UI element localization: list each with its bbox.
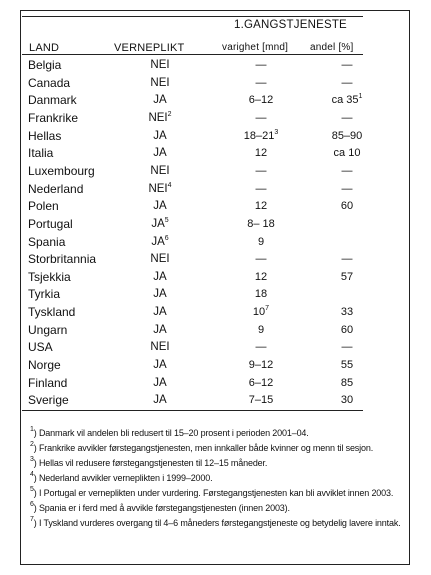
cell-verneplikt-value: JA xyxy=(153,306,167,319)
footnote-text: ) Hellas vil redusere førstegangstjenesten til 12–15 måneder. xyxy=(33,458,268,468)
cell-land xyxy=(28,285,60,303)
table-row xyxy=(22,233,363,251)
cell-land xyxy=(28,127,61,145)
cell-andel-value: ca 10 xyxy=(333,147,361,160)
cell-verneplikt xyxy=(122,144,198,162)
cell-land xyxy=(28,144,53,162)
table-row xyxy=(22,162,363,180)
cell-varighet-value: 10 xyxy=(252,306,266,319)
cell-andel-value: — xyxy=(341,59,353,71)
cell-varighet-value: — xyxy=(255,164,267,177)
cell-varighet-value: — xyxy=(255,111,267,124)
table-row xyxy=(22,391,363,409)
table-row xyxy=(22,338,363,356)
cell-varighet xyxy=(212,303,310,321)
cell-verneplikt-value: NEI xyxy=(150,59,170,71)
cell-varighet-value: 7–15 xyxy=(248,394,274,407)
cell-land xyxy=(28,180,83,198)
cell-andel xyxy=(315,338,379,356)
cell-land xyxy=(28,91,77,109)
cell-verneplikt xyxy=(122,197,198,215)
cell-verneplikt-value: JA xyxy=(151,235,165,248)
table-row xyxy=(22,268,363,286)
cell-varighet xyxy=(212,250,310,268)
footnote-ref: 1 xyxy=(358,93,363,101)
cell-andel xyxy=(315,268,379,286)
footnote-text: ) Spania er i ferd med å avvikle førstegangstjenesten (innen 2003). xyxy=(33,503,290,513)
footnote-number: 5 xyxy=(30,486,34,493)
cell-land-value: Belgia xyxy=(28,58,62,72)
table-row xyxy=(22,91,363,109)
table-row xyxy=(22,144,363,162)
table-row xyxy=(22,250,363,268)
cell-varighet-value: 12 xyxy=(254,270,268,283)
cell-varighet xyxy=(212,162,310,180)
header-varighet: varighet [mnd] xyxy=(222,42,289,53)
cell-andel-value: 85–90 xyxy=(331,129,363,142)
cell-verneplikt xyxy=(122,56,198,74)
cell-verneplikt xyxy=(122,391,198,409)
cell-verneplikt xyxy=(122,74,198,92)
cell-verneplikt xyxy=(122,303,198,321)
footnote-ref: 3 xyxy=(274,128,279,136)
cell-varighet xyxy=(212,180,310,198)
cell-land-value: Frankrike xyxy=(28,110,79,125)
cell-varighet-value: 9 xyxy=(257,235,265,248)
cell-verneplikt-value: JA xyxy=(153,323,167,336)
cell-verneplikt-value: NEI xyxy=(148,182,168,195)
cell-varighet-value: 9 xyxy=(257,323,265,336)
cell-varighet-value: 12 xyxy=(254,200,268,213)
footnote-number: 4 xyxy=(30,471,34,478)
footnote-ref: 2 xyxy=(167,110,172,118)
footnote-number: 2 xyxy=(30,441,34,448)
table-row xyxy=(22,197,363,215)
cell-andel xyxy=(315,144,379,162)
cell-andel-value: 60 xyxy=(340,200,354,213)
table-row xyxy=(22,180,363,198)
cell-verneplikt-value: NEI xyxy=(150,253,170,266)
cell-land-value: Nederland xyxy=(28,181,84,196)
cell-andel-value: 57 xyxy=(340,270,354,283)
cell-andel xyxy=(315,303,379,321)
cell-land-value: Sverige xyxy=(28,393,69,408)
header-land: LAND xyxy=(29,42,60,54)
cell-verneplikt xyxy=(122,109,198,127)
header-verneplikt: VERNEPLIKT xyxy=(114,42,185,54)
cell-andel-value: 55 xyxy=(340,359,354,372)
cell-land-value: Storbritannia xyxy=(28,252,97,267)
cell-varighet xyxy=(212,374,310,392)
cell-land-value: Italia xyxy=(28,146,54,161)
table-row xyxy=(22,374,363,392)
cell-andel-value: — xyxy=(341,76,353,89)
cell-varighet xyxy=(212,233,310,251)
cell-land xyxy=(28,374,67,392)
cell-land xyxy=(28,391,69,409)
cell-verneplikt xyxy=(122,233,198,251)
footnote-number: 3 xyxy=(30,456,34,463)
table-row xyxy=(22,215,363,233)
cell-andel xyxy=(315,180,379,198)
footnote-text: ) I Tyskland vurderes overgang til 4–6 måneders førstegangstjeneste og betydelig lavere inntak. xyxy=(33,518,401,528)
footnote-number: 7 xyxy=(30,516,34,523)
cell-varighet-value: 12 xyxy=(254,147,268,160)
table-row xyxy=(22,109,363,127)
cell-land-value: Portugal xyxy=(28,216,73,231)
cell-land-value: Danmark xyxy=(28,93,77,108)
table-bottom-rule xyxy=(22,410,363,411)
cell-andel xyxy=(315,91,379,109)
cell-verneplikt-value: NEI xyxy=(150,76,170,89)
cell-verneplikt-value: JA xyxy=(153,94,167,107)
cell-varighet xyxy=(212,391,310,409)
cell-andel xyxy=(315,197,379,215)
cell-varighet xyxy=(212,91,310,109)
footnote-ref: 4 xyxy=(167,181,172,189)
cell-varighet xyxy=(212,321,310,339)
footnote-ref: 7 xyxy=(265,305,270,313)
cell-andel-value: — xyxy=(341,182,353,195)
cell-varighet xyxy=(212,56,310,74)
footnote xyxy=(30,488,402,498)
cell-andel-value: — xyxy=(341,341,353,354)
cell-andel-value: ca 35 xyxy=(331,94,359,107)
footnote-text: ) Danmark vil andelen bli redusert til 15–20 prosent i perioden 2001–04. xyxy=(33,428,309,438)
cell-verneplikt-value: JA xyxy=(153,270,167,283)
cell-andel-value: — xyxy=(341,111,353,124)
cell-andel-value: — xyxy=(341,253,353,266)
cell-verneplikt-value: NEI xyxy=(150,164,170,177)
cell-andel xyxy=(315,321,379,339)
cell-varighet-value: 9–12 xyxy=(248,359,274,372)
cell-varighet-value: 18–21 xyxy=(243,129,275,142)
table-row xyxy=(22,356,363,374)
cell-varighet xyxy=(212,338,310,356)
cell-varighet xyxy=(212,356,310,374)
cell-land-value: Ungarn xyxy=(28,322,68,337)
footnote-number: 1 xyxy=(30,426,34,433)
cell-varighet-value: — xyxy=(255,59,267,71)
footnote-number: 6 xyxy=(30,501,34,508)
cell-varighet xyxy=(212,127,310,145)
cell-land-value: Finland xyxy=(28,375,68,390)
cell-land xyxy=(28,109,78,127)
cell-land-value: Norge xyxy=(28,358,61,373)
cell-varighet-value: — xyxy=(255,253,267,266)
cell-land xyxy=(28,215,73,233)
footnote xyxy=(30,458,402,468)
footnote-ref: 5 xyxy=(164,216,169,224)
cell-land xyxy=(28,338,53,356)
cell-verneplikt xyxy=(122,338,198,356)
cell-verneplikt-value: JA xyxy=(151,217,165,230)
cell-varighet xyxy=(212,109,310,127)
cell-andel-value: 33 xyxy=(340,306,354,319)
cell-andel xyxy=(315,74,379,92)
cell-verneplikt xyxy=(122,215,198,233)
cell-land xyxy=(28,268,71,286)
cell-verneplikt-value: JA xyxy=(153,394,167,407)
table-row xyxy=(22,127,363,145)
cell-varighet-value: — xyxy=(255,182,267,195)
cell-verneplikt-value: JA xyxy=(153,147,167,160)
cell-verneplikt-value: JA xyxy=(153,129,167,142)
cell-andel xyxy=(315,356,379,374)
footnote xyxy=(30,428,402,438)
footnotes xyxy=(30,428,402,533)
cell-andel xyxy=(315,374,379,392)
cell-land-value: Spania xyxy=(28,234,66,249)
footnote-text: ) Frankrike avvikler førstegangstjenesten, men innkaller både kvinner og menn til sesjon. xyxy=(33,443,374,453)
footnote xyxy=(30,443,402,453)
cell-andel-value: 30 xyxy=(340,394,354,407)
cell-andel-value: 60 xyxy=(340,323,354,336)
cell-varighet-value: — xyxy=(255,76,267,89)
footnote xyxy=(30,518,402,528)
cell-verneplikt xyxy=(122,250,198,268)
cell-land xyxy=(28,197,59,215)
cell-verneplikt xyxy=(122,162,198,180)
table-row xyxy=(22,321,363,339)
cell-land xyxy=(28,74,70,92)
header-group-title: 1.GANGSTJENESTE xyxy=(234,19,347,31)
cell-varighet-value: — xyxy=(255,341,267,354)
cell-verneplikt xyxy=(122,127,198,145)
cell-land xyxy=(28,303,75,321)
footnote xyxy=(30,473,402,483)
cell-andel-value: — xyxy=(341,164,353,177)
cell-varighet xyxy=(212,215,310,233)
cell-andel-value: 85 xyxy=(340,376,354,389)
cell-andel xyxy=(315,162,379,180)
cell-land xyxy=(28,356,61,374)
cell-varighet xyxy=(212,144,310,162)
cell-land-value: Polen xyxy=(28,199,59,214)
cell-verneplikt-value: NEI xyxy=(150,341,170,354)
cell-varighet-value: 6–12 xyxy=(248,376,274,389)
cell-andel xyxy=(315,127,379,145)
header-bottom-rule xyxy=(22,54,363,55)
table-row xyxy=(22,285,363,303)
cell-land-value: Canada xyxy=(28,75,71,90)
cell-andel xyxy=(315,250,379,268)
footnote xyxy=(30,503,402,513)
cell-andel xyxy=(315,391,379,409)
cell-varighet-value: 18 xyxy=(254,288,268,301)
cell-verneplikt xyxy=(122,285,198,303)
cell-land-value: Luxembourg xyxy=(28,163,95,178)
cell-land xyxy=(28,162,95,180)
footnote-text: ) Nederland avvikler verneplikten i 1999–2000. xyxy=(33,473,213,483)
cell-land xyxy=(28,321,67,339)
cell-verneplikt-value: NEI xyxy=(148,111,168,124)
cell-andel xyxy=(315,56,379,74)
cell-verneplikt xyxy=(122,180,198,198)
cell-land-value: Tyrkia xyxy=(28,287,61,302)
cell-varighet xyxy=(212,74,310,92)
table-row xyxy=(22,56,363,74)
footnote-ref: 6 xyxy=(164,234,169,242)
cell-verneplikt xyxy=(122,356,198,374)
cell-verneplikt-value: JA xyxy=(153,359,167,372)
cell-land xyxy=(28,233,65,251)
header-top-rule xyxy=(22,16,363,17)
cell-andel xyxy=(315,109,379,127)
cell-land-value: Tyskland xyxy=(28,305,76,320)
cell-verneplikt xyxy=(122,91,198,109)
cell-varighet xyxy=(212,268,310,286)
cell-verneplikt-value: JA xyxy=(153,376,167,389)
cell-land-value: Tsjekkia xyxy=(28,269,71,284)
header-andel: andel [%] xyxy=(310,42,354,53)
cell-land xyxy=(28,56,61,74)
cell-varighet xyxy=(212,197,310,215)
table-row xyxy=(22,74,363,92)
footnote-text: ) I Portugal er verneplikten under vurdering. Førstegangstjenesten kan bli avviklet innen 2003. xyxy=(33,488,394,498)
cell-varighet xyxy=(212,285,310,303)
cell-verneplikt-value: JA xyxy=(153,200,167,213)
cell-verneplikt xyxy=(122,321,198,339)
cell-varighet-value: 6–12 xyxy=(248,94,274,107)
cell-land-value: Hellas xyxy=(28,128,62,143)
cell-land-value: USA xyxy=(28,340,53,355)
cell-varighet-value: 8– 18 xyxy=(247,217,275,230)
table-row xyxy=(22,303,363,321)
cell-land xyxy=(28,250,96,268)
cell-verneplikt-value: JA xyxy=(153,288,167,301)
cell-verneplikt xyxy=(122,268,198,286)
cell-verneplikt xyxy=(122,374,198,392)
